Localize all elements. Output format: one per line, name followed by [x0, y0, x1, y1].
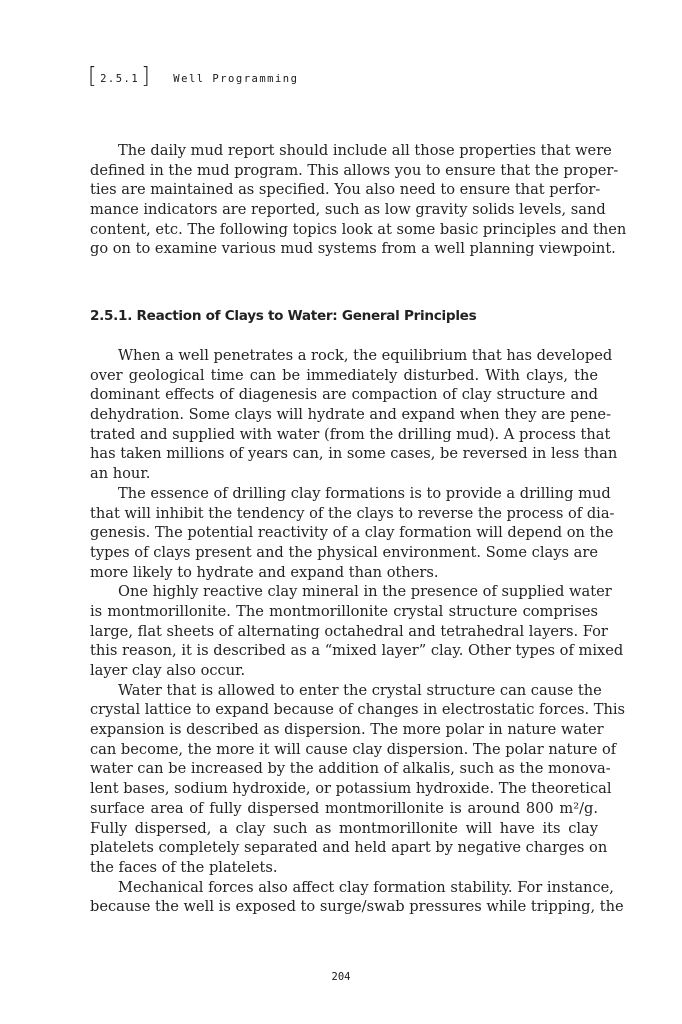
- page-number: 204: [331, 971, 351, 983]
- text-line: an hour.: [90, 465, 151, 483]
- text-line: ties are maintained as specified. You also need to ensure that perfor-: [90, 181, 601, 199]
- paragraph: [90, 582, 624, 680]
- text-line: crystal lattice to expand because of changes in electrostatic forces. This: [90, 701, 626, 719]
- section-body: [90, 346, 626, 917]
- text-line: genesis. The potential reactivity of a clay formation will depend on the: [90, 524, 614, 542]
- text-line: lent bases, sodium hydroxide, or potassium hydroxide. The theoretical: [90, 780, 612, 798]
- text-line: mance indicators are reported, such as low gravity solids levels, sand: [90, 201, 606, 219]
- text-line: can become, the more it will cause clay dispersion. The polar nature of: [90, 740, 617, 758]
- text-line: that will inhibit the tendency of the clays to reverse the process of dia-: [90, 504, 615, 522]
- text-line: types of clays present and the physical environment. Some clays are: [90, 543, 598, 561]
- text-line: defined in the mud program. This allows you to ensure that the proper-: [90, 161, 619, 179]
- paragraph: [90, 681, 626, 878]
- text-line: more likely to hydrate and expand than others.: [90, 563, 439, 581]
- text-line: this reason, it is described as a “mixed layer” clay. Other types of mixed: [90, 642, 624, 660]
- text-line: One highly reactive clay mineral in the presence of supplied water: [118, 583, 612, 601]
- text-line: expansion is described as dispersion. The more polar in nature water: [90, 721, 604, 739]
- right-bracket: ]: [141, 64, 152, 89]
- text-line: layer clay also occur.: [90, 662, 246, 679]
- text-line: go on to examine various mud systems from a well planning viewpoint.: [90, 240, 616, 258]
- paragraph: [90, 484, 615, 582]
- text-line: trated and supplied with water (from the drilling mud). A process that: [90, 425, 611, 443]
- text-line: the faces of the platelets.: [90, 858, 278, 876]
- text-line: dominant effects of diagenesis are compaction of clay structure and: [90, 386, 598, 404]
- paragraph: [90, 346, 618, 484]
- text-line: surface area of fully dispersed montmorillonite is around 800 m²/g.: [90, 799, 598, 817]
- running-head: [88, 64, 299, 89]
- text-line: large, flat sheets of alternating octahedral and tetrahedral layers. For: [90, 622, 608, 640]
- paragraph: [90, 878, 624, 917]
- text-line: content, etc. The following topics look at some basic principles and then: [90, 220, 627, 238]
- text-line: The essence of drilling clay formations is to provide a drilling mud: [118, 484, 611, 502]
- text-line: is montmorillonite. The montmorillonite crystal structure comprises: [90, 602, 598, 620]
- text-line: dehydration. Some clays will hydrate and expand when they are pene-: [90, 406, 611, 424]
- text-line: has taken millions of years can, in some cases, be reversed in less than: [90, 445, 618, 463]
- text-line: over geological time can be immediately disturbed. With clays, the: [90, 366, 598, 384]
- text-line: because the well is exposed to surge/swab pressures while tripping, the: [90, 898, 624, 916]
- intro-paragraph: [90, 141, 627, 259]
- text-line: The daily mud report should include all those properties that were: [118, 142, 612, 159]
- text-line: When a well penetrates a rock, the equilibrium that has developed: [118, 347, 613, 364]
- section-heading: 2.5.1. Reaction of Clays to Water: General Principles: [90, 308, 477, 324]
- running-head-title: Well Programming: [173, 73, 299, 85]
- text-line: Mechanical forces also affect clay formation stability. For instance,: [118, 878, 614, 896]
- left-bracket: [: [88, 64, 99, 89]
- text-line: Fully dispersed, a clay such as montmorillonite will have its clay: [90, 819, 598, 837]
- text-line: Water that is allowed to enter the crystal structure can cause the: [118, 681, 602, 699]
- text-line: platelets completely separated and held apart by negative charges on: [90, 839, 608, 857]
- running-head-section: 2.5.1: [100, 73, 140, 85]
- text-line: water can be increased by the addition of alkalis, such as the monova-: [90, 760, 611, 778]
